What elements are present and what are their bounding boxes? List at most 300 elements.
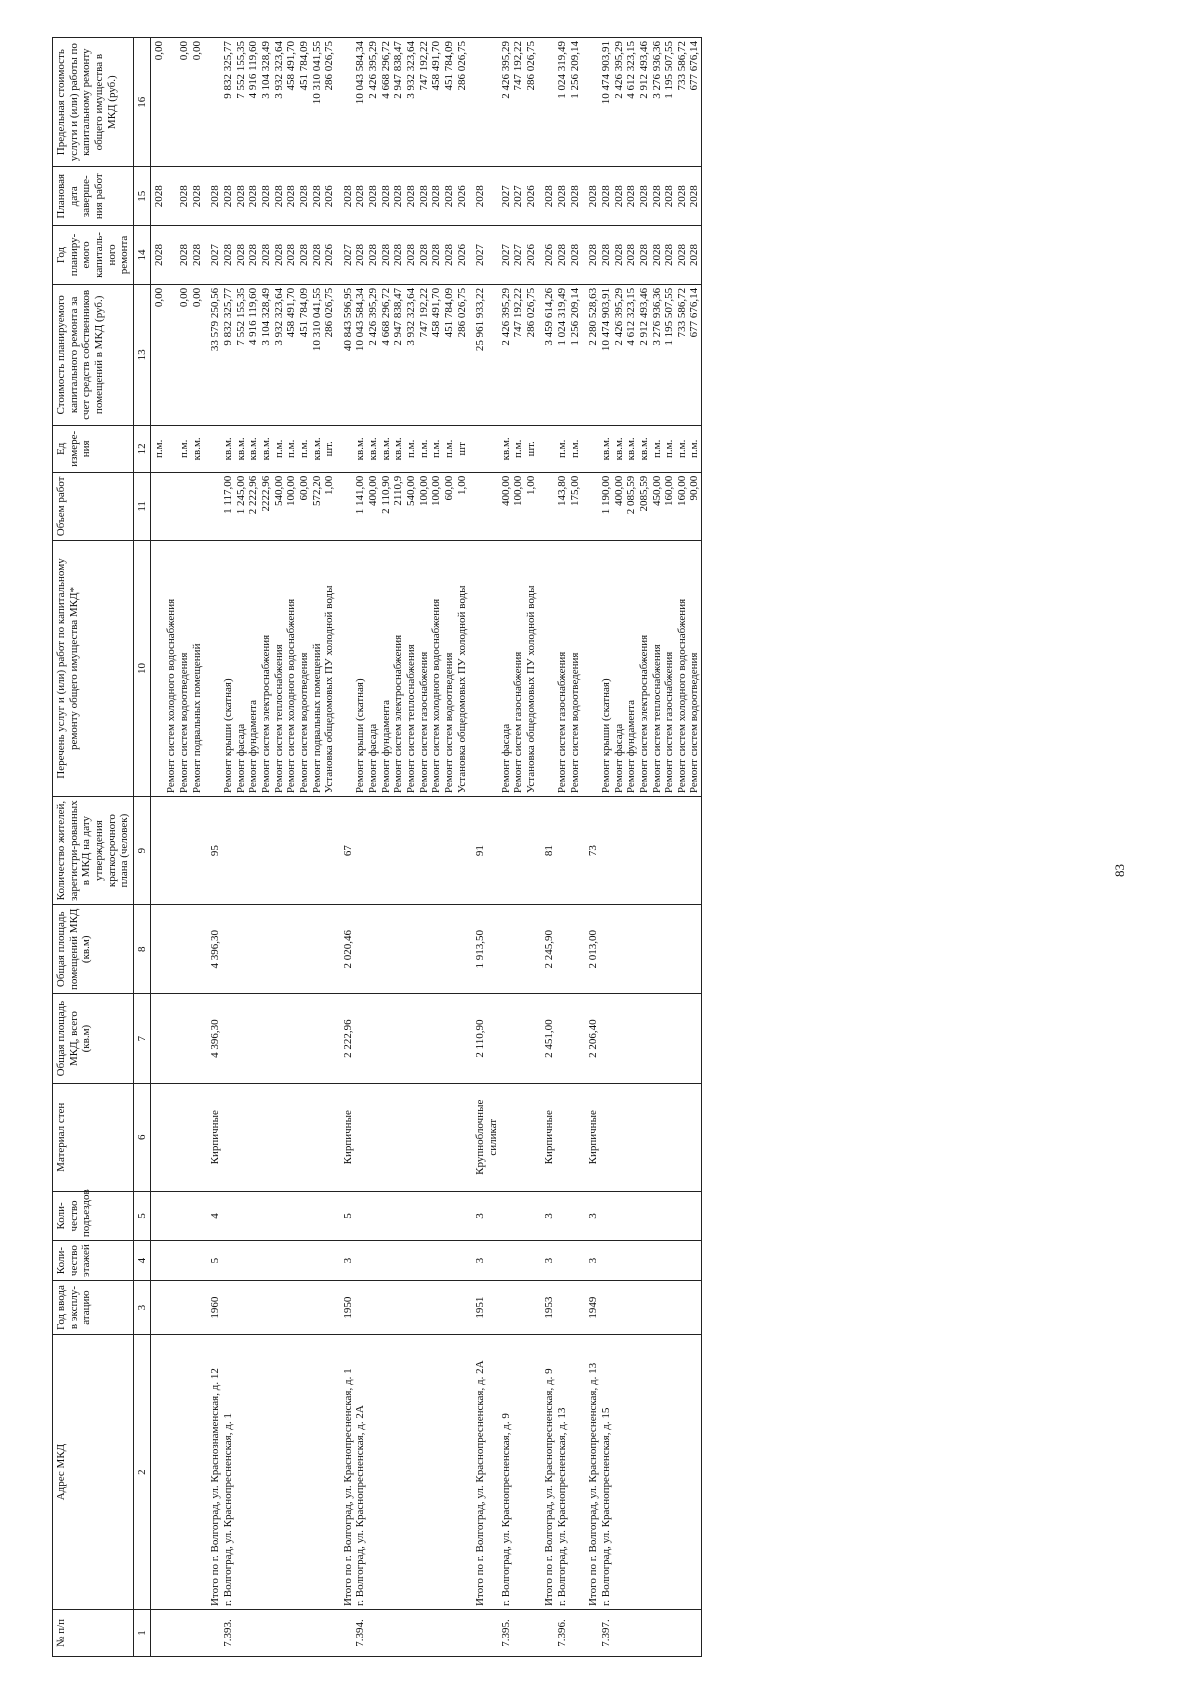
work-description-cell: Ремонт систем газоснабжения xyxy=(418,540,431,796)
unit-cell: п.м. xyxy=(556,425,569,472)
row-number xyxy=(260,1610,273,1657)
column-header: Предельная стоимость услуги и (или) работы по капитальному ремонту общего имущества в МКД (руб.) xyxy=(53,38,134,167)
wall-material-cell xyxy=(165,1083,178,1191)
completion-date-cell: 2028 xyxy=(150,167,165,226)
limit-cost-cell: 451 784,09 xyxy=(298,38,311,167)
planned-cost-cell: 2 947 838,47 xyxy=(392,284,405,425)
premises-area-cell xyxy=(222,905,235,994)
wall-material-cell xyxy=(178,1083,191,1191)
capital-repair-plan-table xyxy=(52,37,702,1657)
repair-year-cell: 2028 xyxy=(625,226,638,285)
work-description-cell: Ремонт фасада xyxy=(367,540,380,796)
work-description-cell xyxy=(336,540,355,796)
residents-cell: 91 xyxy=(468,797,499,905)
address-cell xyxy=(688,1335,701,1610)
entrances-cell xyxy=(456,1191,469,1240)
year-built-cell xyxy=(613,1281,626,1335)
entrances-cell xyxy=(405,1191,418,1240)
repair-year-cell: 2028 xyxy=(380,226,393,285)
repair-year-cell: 2028 xyxy=(581,226,600,285)
wall-material-cell xyxy=(625,1083,638,1191)
wall-material-cell xyxy=(500,1083,513,1191)
address-cell xyxy=(165,1335,178,1610)
year-built-cell xyxy=(625,1281,638,1335)
column-header: Количество жителей, зарегистри-рованных в МКД на дату утверждения краткосрочного плана (человек) xyxy=(53,797,134,905)
work-volume-cell: 2085,59 xyxy=(638,472,651,540)
row-number xyxy=(676,1610,689,1657)
repair-year-cell: 2027 xyxy=(468,226,499,285)
completion-date-cell: 2028 xyxy=(298,167,311,226)
residents-cell xyxy=(625,797,638,905)
premises-area-cell xyxy=(500,905,513,994)
floors-cell xyxy=(247,1241,260,1281)
row-number xyxy=(525,1610,538,1657)
work-volume-cell: 60,00 xyxy=(443,472,456,540)
unit-cell xyxy=(468,425,499,472)
work-row xyxy=(298,38,311,1657)
residents-cell: 73 xyxy=(581,797,600,905)
floors-cell: 3 xyxy=(468,1241,499,1281)
year-built-cell xyxy=(354,1281,367,1335)
completion-date-cell: 2028 xyxy=(260,167,273,226)
total-area-cell xyxy=(418,994,431,1083)
house-total-row xyxy=(336,38,355,1657)
row-number xyxy=(298,1610,311,1657)
entrances-cell xyxy=(260,1191,273,1240)
premises-area-cell xyxy=(625,905,638,994)
work-volume-cell: 400,00 xyxy=(500,472,513,540)
residents-cell xyxy=(392,797,405,905)
total-area-cell xyxy=(311,994,324,1083)
premises-area-cell xyxy=(456,905,469,994)
work-volume-cell: 175,00 xyxy=(569,472,582,540)
completion-date-cell: 2028 xyxy=(581,167,600,226)
unit-cell: кв.м. xyxy=(638,425,651,472)
column-header: Коли-чество подъездов xyxy=(53,1191,134,1240)
address-cell xyxy=(311,1335,324,1610)
planned-cost-cell: 9 832 325,77 xyxy=(222,284,235,425)
work-row xyxy=(443,38,456,1657)
completion-date-cell: 2028 xyxy=(468,167,499,226)
entrances-cell xyxy=(430,1191,443,1240)
residents-cell xyxy=(165,797,178,905)
residents-cell xyxy=(613,797,626,905)
wall-material-cell xyxy=(688,1083,701,1191)
work-volume-cell: 400,00 xyxy=(613,472,626,540)
repair-year-cell: 2027 xyxy=(203,226,222,285)
premises-area-cell xyxy=(688,905,701,994)
limit-cost-cell: 2 426 395,29 xyxy=(500,38,513,167)
work-volume-cell: 1,00 xyxy=(456,472,469,540)
residents-cell xyxy=(247,797,260,905)
total-area-cell xyxy=(260,994,273,1083)
repair-year-cell: 2028 xyxy=(191,226,204,285)
work-description-cell: Ремонт систем теплоснабжения xyxy=(405,540,418,796)
floors-cell xyxy=(556,1241,569,1281)
repair-year-cell: 2028 xyxy=(311,226,324,285)
total-area-cell xyxy=(600,994,613,1083)
work-row xyxy=(323,38,336,1657)
floors-cell xyxy=(443,1241,456,1281)
work-description-cell: Ремонт фасада xyxy=(500,540,513,796)
total-area-cell xyxy=(165,994,178,1083)
floors-cell: 3 xyxy=(537,1241,556,1281)
unit-cell: п.м. xyxy=(150,425,165,472)
work-row xyxy=(600,38,613,1657)
wall-material-cell xyxy=(512,1083,525,1191)
year-built-cell xyxy=(191,1281,204,1335)
floors-cell: 5 xyxy=(203,1241,222,1281)
repair-year-cell: 2028 xyxy=(235,226,248,285)
residents-cell xyxy=(354,797,367,905)
unit-cell: кв.м. xyxy=(235,425,248,472)
entrances-cell xyxy=(311,1191,324,1240)
floors-cell xyxy=(430,1241,443,1281)
year-built-cell xyxy=(178,1281,191,1335)
total-area-cell xyxy=(525,994,538,1083)
completion-date-cell: 2028 xyxy=(203,167,222,226)
limit-cost-cell: 1 256 209,14 xyxy=(569,38,582,167)
total-area-cell xyxy=(500,994,513,1083)
address-cell xyxy=(569,1335,582,1610)
unit-cell: кв.м. xyxy=(222,425,235,472)
work-description-cell: Ремонт подвальных помещений xyxy=(311,540,324,796)
work-description-cell: Ремонт систем водоотведения xyxy=(298,540,311,796)
work-volume-cell: 1,00 xyxy=(323,472,336,540)
work-volume-cell: 90,00 xyxy=(688,472,701,540)
planned-cost-cell: 10 310 041,55 xyxy=(311,284,324,425)
planned-cost-cell: 3 276 936,36 xyxy=(651,284,664,425)
limit-cost-cell: 1 024 319,49 xyxy=(556,38,569,167)
entrances-cell xyxy=(663,1191,676,1240)
year-built-cell xyxy=(663,1281,676,1335)
premises-area-cell xyxy=(638,905,651,994)
completion-date-cell: 2028 xyxy=(367,167,380,226)
work-description-cell: Ремонт систем теплоснабжения xyxy=(273,540,286,796)
year-built-cell xyxy=(323,1281,336,1335)
planned-cost-cell: 1 256 209,14 xyxy=(569,284,582,425)
work-description-cell: Ремонт систем холодного водоснабжения xyxy=(165,540,178,796)
work-description-cell: Ремонт систем теплоснабжения xyxy=(651,540,664,796)
column-number: 14 xyxy=(133,226,150,285)
entrances-cell xyxy=(165,1191,178,1240)
column-number: 15 xyxy=(133,167,150,226)
premises-area-cell: 1 913,50 xyxy=(468,905,499,994)
year-built-cell xyxy=(638,1281,651,1335)
repair-year-cell: 2026 xyxy=(537,226,556,285)
address-cell xyxy=(392,1335,405,1610)
limit-cost-cell: 7 552 155,35 xyxy=(235,38,248,167)
limit-cost-cell: 2 426 395,29 xyxy=(613,38,626,167)
total-area-cell xyxy=(247,994,260,1083)
work-row xyxy=(165,38,178,1657)
limit-cost-cell: 733 586,72 xyxy=(676,38,689,167)
premises-area-cell xyxy=(613,905,626,994)
repair-year-cell: 2028 xyxy=(569,226,582,285)
entrances-cell xyxy=(273,1191,286,1240)
limit-cost-cell: 0,00 xyxy=(150,38,165,167)
entrances-cell: 3 xyxy=(468,1191,499,1240)
entrances-cell xyxy=(247,1191,260,1240)
wall-material-cell: Кирпичные xyxy=(203,1083,222,1191)
wall-material-cell xyxy=(323,1083,336,1191)
work-row xyxy=(512,38,525,1657)
address-cell xyxy=(443,1335,456,1610)
completion-date-cell: 2028 xyxy=(556,167,569,226)
total-area-cell xyxy=(625,994,638,1083)
floors-cell xyxy=(191,1241,204,1281)
limit-cost-cell: 10 310 041,55 xyxy=(311,38,324,167)
year-built-cell xyxy=(443,1281,456,1335)
work-volume-cell xyxy=(537,472,556,540)
planned-cost-cell: 0,00 xyxy=(178,284,191,425)
limit-cost-cell: 458 491,70 xyxy=(285,38,298,167)
residents-cell xyxy=(235,797,248,905)
total-area-cell xyxy=(651,994,664,1083)
wall-material-cell xyxy=(298,1083,311,1191)
work-description-cell: Ремонт систем водоотведения xyxy=(443,540,456,796)
year-built-cell xyxy=(405,1281,418,1335)
limit-cost-cell: 10 474 903,91 xyxy=(600,38,613,167)
residents-cell xyxy=(456,797,469,905)
column-number: 2 xyxy=(133,1335,150,1610)
work-description-cell: Ремонт фундамента xyxy=(625,540,638,796)
total-area-cell xyxy=(392,994,405,1083)
planned-cost-cell: 2 426 395,29 xyxy=(367,284,380,425)
row-number xyxy=(336,1610,355,1657)
repair-year-cell: 2028 xyxy=(298,226,311,285)
repair-year-cell: 2028 xyxy=(247,226,260,285)
work-row xyxy=(285,38,298,1657)
repair-year-cell: 2028 xyxy=(178,226,191,285)
row-number xyxy=(273,1610,286,1657)
unit-cell: кв.м. xyxy=(392,425,405,472)
work-description-cell: Ремонт фундамента xyxy=(380,540,393,796)
column-number: 12 xyxy=(133,425,150,472)
unit-cell xyxy=(203,425,222,472)
unit-cell: п.м. xyxy=(569,425,582,472)
wall-material-cell xyxy=(367,1083,380,1191)
work-volume-cell: 2 085,59 xyxy=(625,472,638,540)
column-number: 13 xyxy=(133,284,150,425)
premises-area-cell xyxy=(556,905,569,994)
premises-area-cell xyxy=(367,905,380,994)
address-cell xyxy=(150,1335,165,1610)
entrances-cell xyxy=(500,1191,513,1240)
entrances-cell xyxy=(638,1191,651,1240)
work-description-cell: Ремонт крыши (скатная) xyxy=(354,540,367,796)
floors-cell xyxy=(150,1241,165,1281)
address-cell xyxy=(430,1335,443,1610)
column-header: Объем работ xyxy=(53,472,134,540)
address-cell xyxy=(380,1335,393,1610)
work-volume-cell: 160,00 xyxy=(663,472,676,540)
premises-area-cell xyxy=(663,905,676,994)
repair-year-cell: 2028 xyxy=(367,226,380,285)
planned-cost-cell: 3 104 328,49 xyxy=(260,284,273,425)
total-area-cell: 2 110,90 xyxy=(468,994,499,1083)
work-description-cell: Ремонт систем электроснабжения xyxy=(260,540,273,796)
year-built-cell xyxy=(512,1281,525,1335)
repair-year-cell: 2028 xyxy=(222,226,235,285)
floors-cell xyxy=(367,1241,380,1281)
residents-cell xyxy=(600,797,613,905)
wall-material-cell xyxy=(456,1083,469,1191)
completion-date-cell: 2028 xyxy=(191,167,204,226)
row-number xyxy=(323,1610,336,1657)
completion-date-cell: 2028 xyxy=(311,167,324,226)
column-header: Материал стен xyxy=(53,1083,134,1191)
work-description-cell xyxy=(203,540,222,796)
completion-date-cell: 2028 xyxy=(569,167,582,226)
house-total-row xyxy=(468,38,499,1657)
address-cell xyxy=(638,1335,651,1610)
address-cell xyxy=(525,1335,538,1610)
planned-cost-cell: 10 474 903,91 xyxy=(600,284,613,425)
year-built-cell: 1949 xyxy=(581,1281,600,1335)
unit-cell: кв.м. xyxy=(613,425,626,472)
unit-cell: п.м. xyxy=(178,425,191,472)
repair-year-cell: 2026 xyxy=(456,226,469,285)
repair-year-cell: 2028 xyxy=(273,226,286,285)
address-cell xyxy=(405,1335,418,1610)
residents-cell xyxy=(260,797,273,905)
residents-cell xyxy=(222,797,235,905)
residents-cell xyxy=(178,797,191,905)
work-description-cell: Ремонт фасада xyxy=(613,540,626,796)
entrances-cell xyxy=(235,1191,248,1240)
planned-cost-cell: 747 192,22 xyxy=(512,284,525,425)
work-volume-cell: 1,00 xyxy=(525,472,538,540)
completion-date-cell: 2026 xyxy=(456,167,469,226)
row-number xyxy=(651,1610,664,1657)
wall-material-cell xyxy=(311,1083,324,1191)
limit-cost-cell: 747 192,22 xyxy=(512,38,525,167)
address-cell xyxy=(663,1335,676,1610)
completion-date-cell: 2028 xyxy=(537,167,556,226)
work-volume-cell xyxy=(191,472,204,540)
floors-cell xyxy=(456,1241,469,1281)
address-cell: г. Волгоград, ул. Краснопресненская, д. 9 xyxy=(500,1335,513,1610)
work-row xyxy=(430,38,443,1657)
address-cell: Итого по г. Волгоград, ул. Краснопресненская, д. 13 xyxy=(581,1335,600,1610)
work-volume-cell: 540,00 xyxy=(405,472,418,540)
row-number: 7.395. xyxy=(500,1610,513,1657)
completion-date-cell: 2028 xyxy=(273,167,286,226)
row-number xyxy=(191,1610,204,1657)
total-area-cell xyxy=(150,994,165,1083)
year-built-cell: 1953 xyxy=(537,1281,556,1335)
floors-cell xyxy=(285,1241,298,1281)
planned-cost-cell: 286 026,75 xyxy=(456,284,469,425)
row-number xyxy=(178,1610,191,1657)
floors-cell: 3 xyxy=(581,1241,600,1281)
work-description-cell: Ремонт систем холодного водоснабжения xyxy=(430,540,443,796)
work-volume-cell: 2222,96 xyxy=(260,472,273,540)
row-number xyxy=(311,1610,324,1657)
year-built-cell xyxy=(418,1281,431,1335)
entrances-cell xyxy=(150,1191,165,1240)
total-area-cell xyxy=(298,994,311,1083)
address-cell xyxy=(613,1335,626,1610)
planned-cost-cell: 677 676,14 xyxy=(688,284,701,425)
work-description-cell: Установка общедомовых ПУ холодной воды xyxy=(525,540,538,796)
completion-date-cell: 2028 xyxy=(336,167,355,226)
repair-year-cell: 2028 xyxy=(613,226,626,285)
residents-cell xyxy=(150,797,165,905)
completion-date-cell: 2028 xyxy=(600,167,613,226)
unit-cell: кв.м. xyxy=(311,425,324,472)
work-row xyxy=(613,38,626,1657)
floors-cell xyxy=(311,1241,324,1281)
year-built-cell xyxy=(600,1281,613,1335)
floors-cell xyxy=(380,1241,393,1281)
residents-cell xyxy=(405,797,418,905)
address-cell: г. Волгоград, ул. Краснопресненская, д. 1 xyxy=(222,1335,235,1610)
planned-cost-cell: 0,00 xyxy=(150,284,165,425)
completion-date-cell xyxy=(165,167,178,226)
unit-cell: кв.м. xyxy=(260,425,273,472)
completion-date-cell: 2028 xyxy=(613,167,626,226)
repair-year-cell: 2028 xyxy=(285,226,298,285)
unit-cell: п.м. xyxy=(688,425,701,472)
year-built-cell xyxy=(688,1281,701,1335)
work-volume-cell xyxy=(178,472,191,540)
work-row xyxy=(235,38,248,1657)
repair-year-cell: 2028 xyxy=(600,226,613,285)
unit-cell: кв.м. xyxy=(600,425,613,472)
wall-material-cell xyxy=(285,1083,298,1191)
premises-area-cell xyxy=(150,905,165,994)
year-built-cell: 1950 xyxy=(336,1281,355,1335)
premises-area-cell xyxy=(569,905,582,994)
residents-cell xyxy=(500,797,513,905)
completion-date-cell: 2028 xyxy=(354,167,367,226)
total-area-cell xyxy=(569,994,582,1083)
work-row xyxy=(418,38,431,1657)
house-total-row xyxy=(581,38,600,1657)
floors-cell xyxy=(323,1241,336,1281)
completion-date-cell: 2028 xyxy=(178,167,191,226)
completion-date-cell: 2028 xyxy=(235,167,248,226)
address-cell xyxy=(512,1335,525,1610)
row-number xyxy=(430,1610,443,1657)
limit-cost-cell xyxy=(468,38,499,167)
column-number: 9 xyxy=(133,797,150,905)
work-volume-cell: 60,00 xyxy=(298,472,311,540)
work-volume-cell xyxy=(581,472,600,540)
planned-cost-cell: 0,00 xyxy=(191,284,204,425)
entrances-cell xyxy=(676,1191,689,1240)
premises-area-cell xyxy=(165,905,178,994)
work-description-cell: Ремонт подвальных помещений xyxy=(191,540,204,796)
address-cell: г. Волгоград, ул. Краснопресненская, д. 15 xyxy=(600,1335,613,1610)
entrances-cell xyxy=(298,1191,311,1240)
work-volume-cell xyxy=(165,472,178,540)
planned-cost-cell: 286 026,75 xyxy=(525,284,538,425)
floors-cell xyxy=(638,1241,651,1281)
wall-material-cell xyxy=(418,1083,431,1191)
work-row xyxy=(273,38,286,1657)
limit-cost-cell: 0,00 xyxy=(178,38,191,167)
limit-cost-cell: 286 026,75 xyxy=(525,38,538,167)
floors-cell xyxy=(165,1241,178,1281)
planned-cost-cell: 451 784,09 xyxy=(443,284,456,425)
year-built-cell xyxy=(247,1281,260,1335)
floors-cell xyxy=(235,1241,248,1281)
row-number xyxy=(165,1610,178,1657)
repair-year-cell: 2028 xyxy=(556,226,569,285)
